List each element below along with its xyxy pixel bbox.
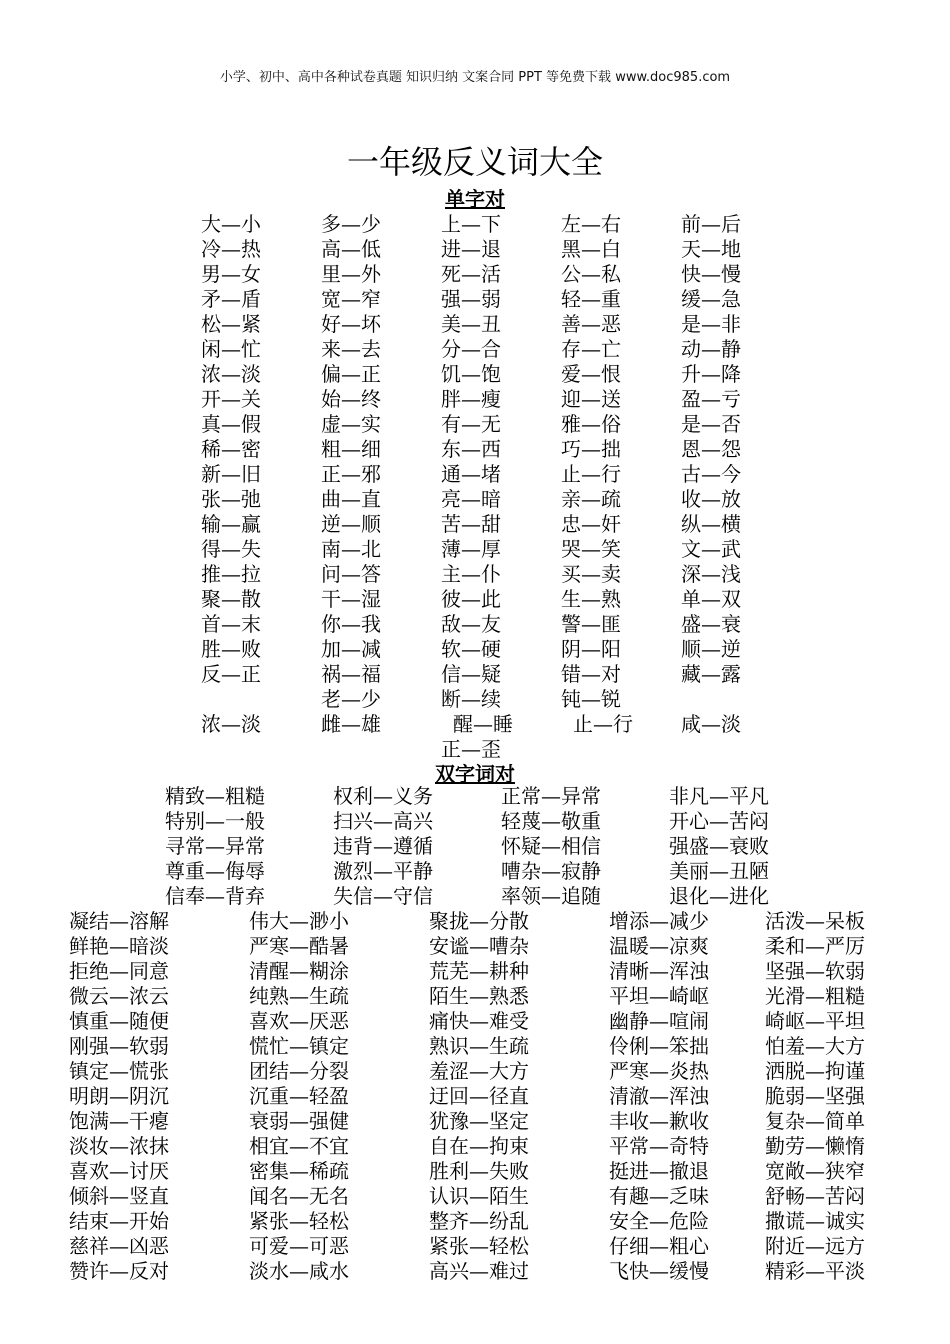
antonym-pair: 活泼—呆板 xyxy=(765,909,865,933)
antonym-pair: 迂回—径直 xyxy=(429,1084,529,1108)
double-char-heading: 双字词对 xyxy=(435,762,515,786)
antonym-pair: 浓—淡 xyxy=(201,712,261,736)
antonym-pair: 忠—奸 xyxy=(561,512,621,536)
double-char-row xyxy=(69,1184,905,1209)
antonym-pair: 闲—忙 xyxy=(201,337,261,361)
antonym-pair: 胜利—失败 xyxy=(429,1159,529,1183)
antonym-pair: 幽静—喧闹 xyxy=(609,1009,709,1033)
antonym-pair: 公—私 xyxy=(561,262,621,286)
antonym-pair xyxy=(201,687,321,712)
single-char-row xyxy=(201,437,801,462)
antonym-pair: 安谧—嘈杂 xyxy=(429,934,529,958)
antonym-pair: 微云—浓云 xyxy=(69,984,169,1008)
single-char-heading: 单字对 xyxy=(445,187,505,211)
antonym-pair: 顺—逆 xyxy=(681,637,741,661)
antonym-pair: 软—硬 xyxy=(441,637,501,661)
antonym-pair: 熟识—生疏 xyxy=(429,1034,529,1058)
antonym-pair: 平常—奇特 xyxy=(609,1134,709,1158)
antonym-pair: 特别—一般 xyxy=(165,809,265,833)
antonym-pair: 美—丑 xyxy=(441,312,501,336)
antonym-pair: 主—仆 xyxy=(441,562,501,586)
antonym-pair: 深—浅 xyxy=(681,562,741,586)
antonym-pair: 浓—淡 xyxy=(201,362,261,386)
antonym-pair: 得—失 xyxy=(201,537,261,561)
single-char-row xyxy=(201,712,801,737)
antonym-pair: 薄—厚 xyxy=(441,537,501,561)
antonym-pair: 结束—开始 xyxy=(69,1209,169,1233)
antonym-pair: 认识—陌生 xyxy=(429,1184,529,1208)
antonym-pair: 敌—友 xyxy=(441,612,501,636)
antonym-pair xyxy=(681,737,801,762)
antonym-pair: 清澈—浑浊 xyxy=(609,1084,709,1108)
double-char-row xyxy=(165,834,837,859)
antonym-pair: 死—活 xyxy=(441,262,501,286)
antonym-pair: 收—放 xyxy=(681,487,741,511)
antonym-pair: 纯熟—生疏 xyxy=(249,984,349,1008)
single-char-row xyxy=(201,387,801,412)
antonym-pair: 干—湿 xyxy=(321,587,381,611)
double-char-row xyxy=(69,1034,905,1059)
single-char-row xyxy=(201,362,801,387)
antonym-pair: 违背—遵循 xyxy=(333,834,433,858)
antonym-pair: 可爱—可恶 xyxy=(249,1234,349,1258)
antonym-pair: 倾斜—竖直 xyxy=(69,1184,169,1208)
antonym-pair: 相宜—不宜 xyxy=(249,1134,349,1158)
antonym-pair: 分—合 xyxy=(441,337,501,361)
antonym-pair: 高兴—难过 xyxy=(429,1259,529,1283)
antonym-pair: 聚—散 xyxy=(201,587,261,611)
antonym-pair: 宽—窄 xyxy=(321,287,381,311)
double-char-row xyxy=(69,1084,905,1109)
antonym-pair: 快—慢 xyxy=(681,262,741,286)
antonym-pair: 钝—锐 xyxy=(561,687,621,711)
single-char-row xyxy=(201,262,801,287)
antonym-pair: 荒芜—耕种 xyxy=(429,959,529,983)
antonym-pair xyxy=(321,737,441,762)
antonym-pair: 升—降 xyxy=(681,362,741,386)
antonym-pair: 饥—饱 xyxy=(441,362,501,386)
single-char-row xyxy=(201,737,801,762)
antonym-pair: 错—对 xyxy=(561,662,621,686)
antonym-pair: 丰收—歉收 xyxy=(609,1109,709,1133)
antonym-pair: 轻—重 xyxy=(561,287,621,311)
antonym-pair: 信—疑 xyxy=(441,662,501,686)
antonym-pair: 亮—暗 xyxy=(441,487,501,511)
antonym-pair: 有趣—乏味 xyxy=(609,1184,709,1208)
antonym-pair: 严寒—炎热 xyxy=(609,1059,709,1083)
antonym-pair: 仔细—粗心 xyxy=(609,1234,709,1258)
antonym-pair: 胖—瘦 xyxy=(441,387,501,411)
antonym-pair: 你—我 xyxy=(321,612,381,636)
antonym-pair: 来—去 xyxy=(321,337,381,361)
antonym-pair: 平坦—崎岖 xyxy=(609,984,709,1008)
antonym-pair: 推—拉 xyxy=(201,562,261,586)
antonym-pair: 增添—减少 xyxy=(609,909,709,933)
antonym-pair: 善—恶 xyxy=(561,312,621,336)
antonym-pair: 冷—热 xyxy=(201,237,261,261)
antonym-pair: 嘈杂—寂静 xyxy=(501,859,601,883)
double-char-row xyxy=(69,984,905,1009)
antonym-pair: 藏—露 xyxy=(681,662,741,686)
antonym-pair: 胜—败 xyxy=(201,637,261,661)
antonym-pair: 沉重—轻盈 xyxy=(249,1084,349,1108)
antonym-pair: 洒脱—拘谨 xyxy=(765,1059,865,1083)
double-char-row xyxy=(69,1134,905,1159)
antonym-pair: 生—熟 xyxy=(561,587,621,611)
antonym-pair: 是—否 xyxy=(681,412,741,436)
antonym-pair: 里—外 xyxy=(321,262,381,286)
antonym-pair: 祸—福 xyxy=(321,662,381,686)
antonym-pair: 鲜艳—暗淡 xyxy=(69,934,169,958)
antonym-pair: 慌忙—镇定 xyxy=(249,1034,349,1058)
antonym-pair: 逆—顺 xyxy=(321,512,381,536)
antonym-pair: 非凡—平凡 xyxy=(669,784,769,808)
antonym-pair: 开—关 xyxy=(201,387,261,411)
antonym-pair: 大—小 xyxy=(201,212,261,236)
antonym-pair: 温暖—凉爽 xyxy=(609,934,709,958)
antonym-pair: 强—弱 xyxy=(441,287,501,311)
antonym-pair: 文—武 xyxy=(681,537,741,561)
antonym-pair: 上—下 xyxy=(441,212,501,236)
antonym-pair: 刚强—软弱 xyxy=(69,1034,169,1058)
antonym-pair: 犹豫—坚定 xyxy=(429,1109,529,1133)
antonym-pair: 精彩—平淡 xyxy=(765,1259,865,1283)
double-char-table-main xyxy=(69,909,905,1284)
antonym-pair: 寻常—异常 xyxy=(165,834,265,858)
antonym-pair: 开心—苦闷 xyxy=(669,809,769,833)
antonym-pair: 柔和—严厉 xyxy=(765,934,865,958)
antonym-pair: 羞涩—大方 xyxy=(429,1059,529,1083)
antonym-pair: 团结—分裂 xyxy=(249,1059,349,1083)
antonym-pair xyxy=(201,737,321,762)
antonym-pair: 激烈—平静 xyxy=(333,859,433,883)
antonym-pair: 雌—雄 xyxy=(321,712,381,736)
antonym-pair: 淡妆—浓抹 xyxy=(69,1134,169,1158)
antonym-pair: 巧—拙 xyxy=(561,437,621,461)
antonym-pair: 安全—危险 xyxy=(609,1209,709,1233)
antonym-pair: 淡水—咸水 xyxy=(249,1259,349,1283)
antonym-pair: 美丽—丑陋 xyxy=(669,859,769,883)
antonym-pair: 前—后 xyxy=(681,212,741,236)
single-char-row xyxy=(201,562,801,587)
double-char-row xyxy=(165,859,837,884)
antonym-pair: 彼—此 xyxy=(441,587,501,611)
antonym-pair: 饱满—干瘪 xyxy=(69,1109,169,1133)
antonym-pair: 是—非 xyxy=(681,312,741,336)
single-char-row xyxy=(201,662,801,687)
antonym-pair: 单—双 xyxy=(681,587,741,611)
antonym-pair: 严寒—酷暑 xyxy=(249,934,349,958)
antonym-pair: 天—地 xyxy=(681,237,741,261)
antonym-pair: 男—女 xyxy=(201,262,261,286)
antonym-pair: 紧张—轻松 xyxy=(249,1209,349,1233)
antonym-pair: 南—北 xyxy=(321,537,381,561)
single-char-row xyxy=(201,412,801,437)
antonym-pair: 慈祥—凶恶 xyxy=(69,1234,169,1258)
antonym-pair xyxy=(561,737,681,762)
antonym-pair: 加—减 xyxy=(321,637,381,661)
antonym-pair: 断—续 xyxy=(441,687,501,711)
antonym-pair: 怕羞—大方 xyxy=(765,1034,865,1058)
antonym-pair: 复杂—简单 xyxy=(765,1109,865,1133)
double-char-row xyxy=(69,1159,905,1184)
antonym-pair: 粗—细 xyxy=(321,437,381,461)
antonym-pair: 苦—甜 xyxy=(441,512,501,536)
antonym-pair: 退化—进化 xyxy=(669,884,769,908)
double-char-row xyxy=(69,959,905,984)
antonym-pair: 喜欢—讨厌 xyxy=(69,1159,169,1183)
antonym-pair: 通—堵 xyxy=(441,462,501,486)
antonym-pair: 闻名—无名 xyxy=(249,1184,349,1208)
antonym-pair: 亲—疏 xyxy=(561,487,621,511)
antonym-pair: 纵—横 xyxy=(681,512,741,536)
antonym-pair: 古—今 xyxy=(681,462,741,486)
antonym-pair: 镇定—慌张 xyxy=(69,1059,169,1083)
antonym-pair: 多—少 xyxy=(321,212,381,236)
antonym-pair: 动—静 xyxy=(681,337,741,361)
antonym-pair: 怀疑—相信 xyxy=(501,834,601,858)
antonym-pair: 真—假 xyxy=(201,412,261,436)
double-char-row xyxy=(165,884,837,909)
antonym-pair: 警—匪 xyxy=(561,612,621,636)
single-char-row xyxy=(201,612,801,637)
single-char-row xyxy=(201,637,801,662)
antonym-pair: 舒畅—苦闷 xyxy=(765,1184,865,1208)
antonym-pair: 矛—盾 xyxy=(201,287,261,311)
antonym-pair: 阴—阳 xyxy=(561,637,621,661)
antonym-pair: 聚拢—分散 xyxy=(429,909,529,933)
page-title: 一年级反义词大全 xyxy=(346,143,603,181)
antonym-pair: 输—赢 xyxy=(201,512,261,536)
antonym-pair: 喜欢—厌恶 xyxy=(249,1009,349,1033)
antonym-pair: 痛快—难受 xyxy=(429,1009,529,1033)
double-char-row xyxy=(69,934,905,959)
antonym-pair: 密集—稀疏 xyxy=(249,1159,349,1183)
antonym-pair: 坚强—软弱 xyxy=(765,959,865,983)
antonym-pair: 虚—实 xyxy=(321,412,381,436)
single-char-row xyxy=(201,337,801,362)
antonym-pair: 陌生—熟悉 xyxy=(429,984,529,1008)
double-char-row xyxy=(69,1259,905,1284)
antonym-pair: 衰弱—强健 xyxy=(249,1109,349,1133)
page-header: 小学、初中、高中各种试卷真题 知识归纳 文案合同 PPT 等免费下载 www.doc985.com xyxy=(219,70,731,85)
antonym-pair: 撒谎—诚实 xyxy=(765,1209,865,1233)
antonym-pair: 紧张—轻松 xyxy=(429,1234,529,1258)
antonym-pair: 盛—衰 xyxy=(681,612,741,636)
antonym-pair: 醒—睡 xyxy=(453,712,513,736)
antonym-pair: 爱—恨 xyxy=(561,362,621,386)
antonym-pair: 崎岖—平坦 xyxy=(765,1009,865,1033)
antonym-pair: 清醒—糊涂 xyxy=(249,959,349,983)
single-char-row xyxy=(201,212,801,237)
antonym-pair: 咸—淡 xyxy=(681,712,741,736)
single-char-row xyxy=(201,462,801,487)
single-char-row xyxy=(201,487,801,512)
single-char-row xyxy=(201,287,801,312)
antonym-pair: 明朗—阴沉 xyxy=(69,1084,169,1108)
single-char-row xyxy=(201,312,801,337)
antonym-pair: 哭—笑 xyxy=(561,537,621,561)
antonym-pair: 稀—密 xyxy=(201,437,261,461)
antonym-pair: 止—行 xyxy=(573,712,633,736)
antonym-pair: 凝结—溶解 xyxy=(69,909,169,933)
antonym-pair: 新—旧 xyxy=(201,462,261,486)
antonym-pair: 脆弱—坚强 xyxy=(765,1084,865,1108)
antonym-pair: 尊重—侮辱 xyxy=(165,859,265,883)
antonym-pair: 首—末 xyxy=(201,612,261,636)
antonym-pair: 慎重—随便 xyxy=(69,1009,169,1033)
double-char-row xyxy=(69,1009,905,1034)
antonym-pair: 止—行 xyxy=(561,462,621,486)
antonym-pair: 清晰—浑浊 xyxy=(609,959,709,983)
antonym-pair: 正常—异常 xyxy=(501,784,601,808)
antonym-pair: 拒绝—同意 xyxy=(69,959,169,983)
single-char-row xyxy=(201,587,801,612)
antonym-pair: 挺进—撤退 xyxy=(609,1159,709,1183)
antonym-pair: 买—卖 xyxy=(561,562,621,586)
antonym-pair: 迎—送 xyxy=(561,387,621,411)
antonym-pair: 正—歪 xyxy=(441,737,501,761)
double-char-row xyxy=(165,809,837,834)
antonym-pair: 存—亡 xyxy=(561,337,621,361)
antonym-pair: 信奉—背弃 xyxy=(165,884,265,908)
double-char-row xyxy=(69,1209,905,1234)
antonym-pair: 自在—拘束 xyxy=(429,1134,529,1158)
antonym-pair: 偏—正 xyxy=(321,362,381,386)
antonym-pair: 光滑—粗糙 xyxy=(765,984,865,1008)
antonym-pair: 反—正 xyxy=(201,662,261,686)
antonym-pair: 权利—义务 xyxy=(333,784,433,808)
double-char-row xyxy=(69,1059,905,1084)
antonym-pair: 黑—白 xyxy=(561,237,621,261)
antonym-pair: 缓—急 xyxy=(681,287,741,311)
antonym-pair: 率领—追随 xyxy=(501,884,601,908)
single-char-row xyxy=(201,687,801,712)
antonym-pair: 正—邪 xyxy=(321,462,381,486)
antonym-pair: 宽敞—狭窄 xyxy=(765,1159,865,1183)
antonym-pair: 东—西 xyxy=(441,437,501,461)
antonym-pair: 勤劳—懒惰 xyxy=(765,1134,865,1158)
single-char-row xyxy=(201,237,801,262)
single-char-row xyxy=(201,537,801,562)
single-char-row xyxy=(201,512,801,537)
antonym-pair: 问—答 xyxy=(321,562,381,586)
antonym-pair: 伟大—渺小 xyxy=(249,909,349,933)
double-char-row xyxy=(165,784,837,809)
antonym-pair: 附近—远方 xyxy=(765,1234,865,1258)
antonym-pair: 精致—粗糙 xyxy=(165,784,265,808)
antonym-pair: 有—无 xyxy=(441,412,501,436)
antonym-pair: 轻蔑—敬重 xyxy=(501,809,601,833)
single-char-table xyxy=(201,212,801,762)
antonym-pair: 强盛—衰败 xyxy=(669,834,769,858)
antonym-pair: 雅—俗 xyxy=(561,412,621,436)
antonym-pair: 进—退 xyxy=(441,237,501,261)
antonym-pair: 整齐—纷乱 xyxy=(429,1209,529,1233)
double-char-row xyxy=(69,909,905,934)
antonym-pair xyxy=(681,687,801,712)
antonym-pair: 左—右 xyxy=(561,212,621,236)
antonym-pair: 始—终 xyxy=(321,387,381,411)
antonym-pair: 老—少 xyxy=(321,687,381,711)
antonym-pair: 盈—亏 xyxy=(681,387,741,411)
antonym-pair: 恩—怨 xyxy=(681,437,741,461)
double-char-row xyxy=(69,1109,905,1134)
antonym-pair: 赞许—反对 xyxy=(69,1259,169,1283)
antonym-pair: 扫兴—高兴 xyxy=(333,809,433,833)
antonym-pair: 曲—直 xyxy=(321,487,381,511)
antonym-pair: 伶俐—笨拙 xyxy=(609,1034,709,1058)
double-char-table-top xyxy=(165,784,837,909)
antonym-pair: 好—坏 xyxy=(321,312,381,336)
antonym-pair: 失信—守信 xyxy=(333,884,433,908)
antonym-pair: 松—紧 xyxy=(201,312,261,336)
double-char-row xyxy=(69,1234,905,1259)
antonym-pair: 飞快—缓慢 xyxy=(609,1259,709,1283)
antonym-pair: 高—低 xyxy=(321,237,381,261)
antonym-pair: 张—弛 xyxy=(201,487,261,511)
